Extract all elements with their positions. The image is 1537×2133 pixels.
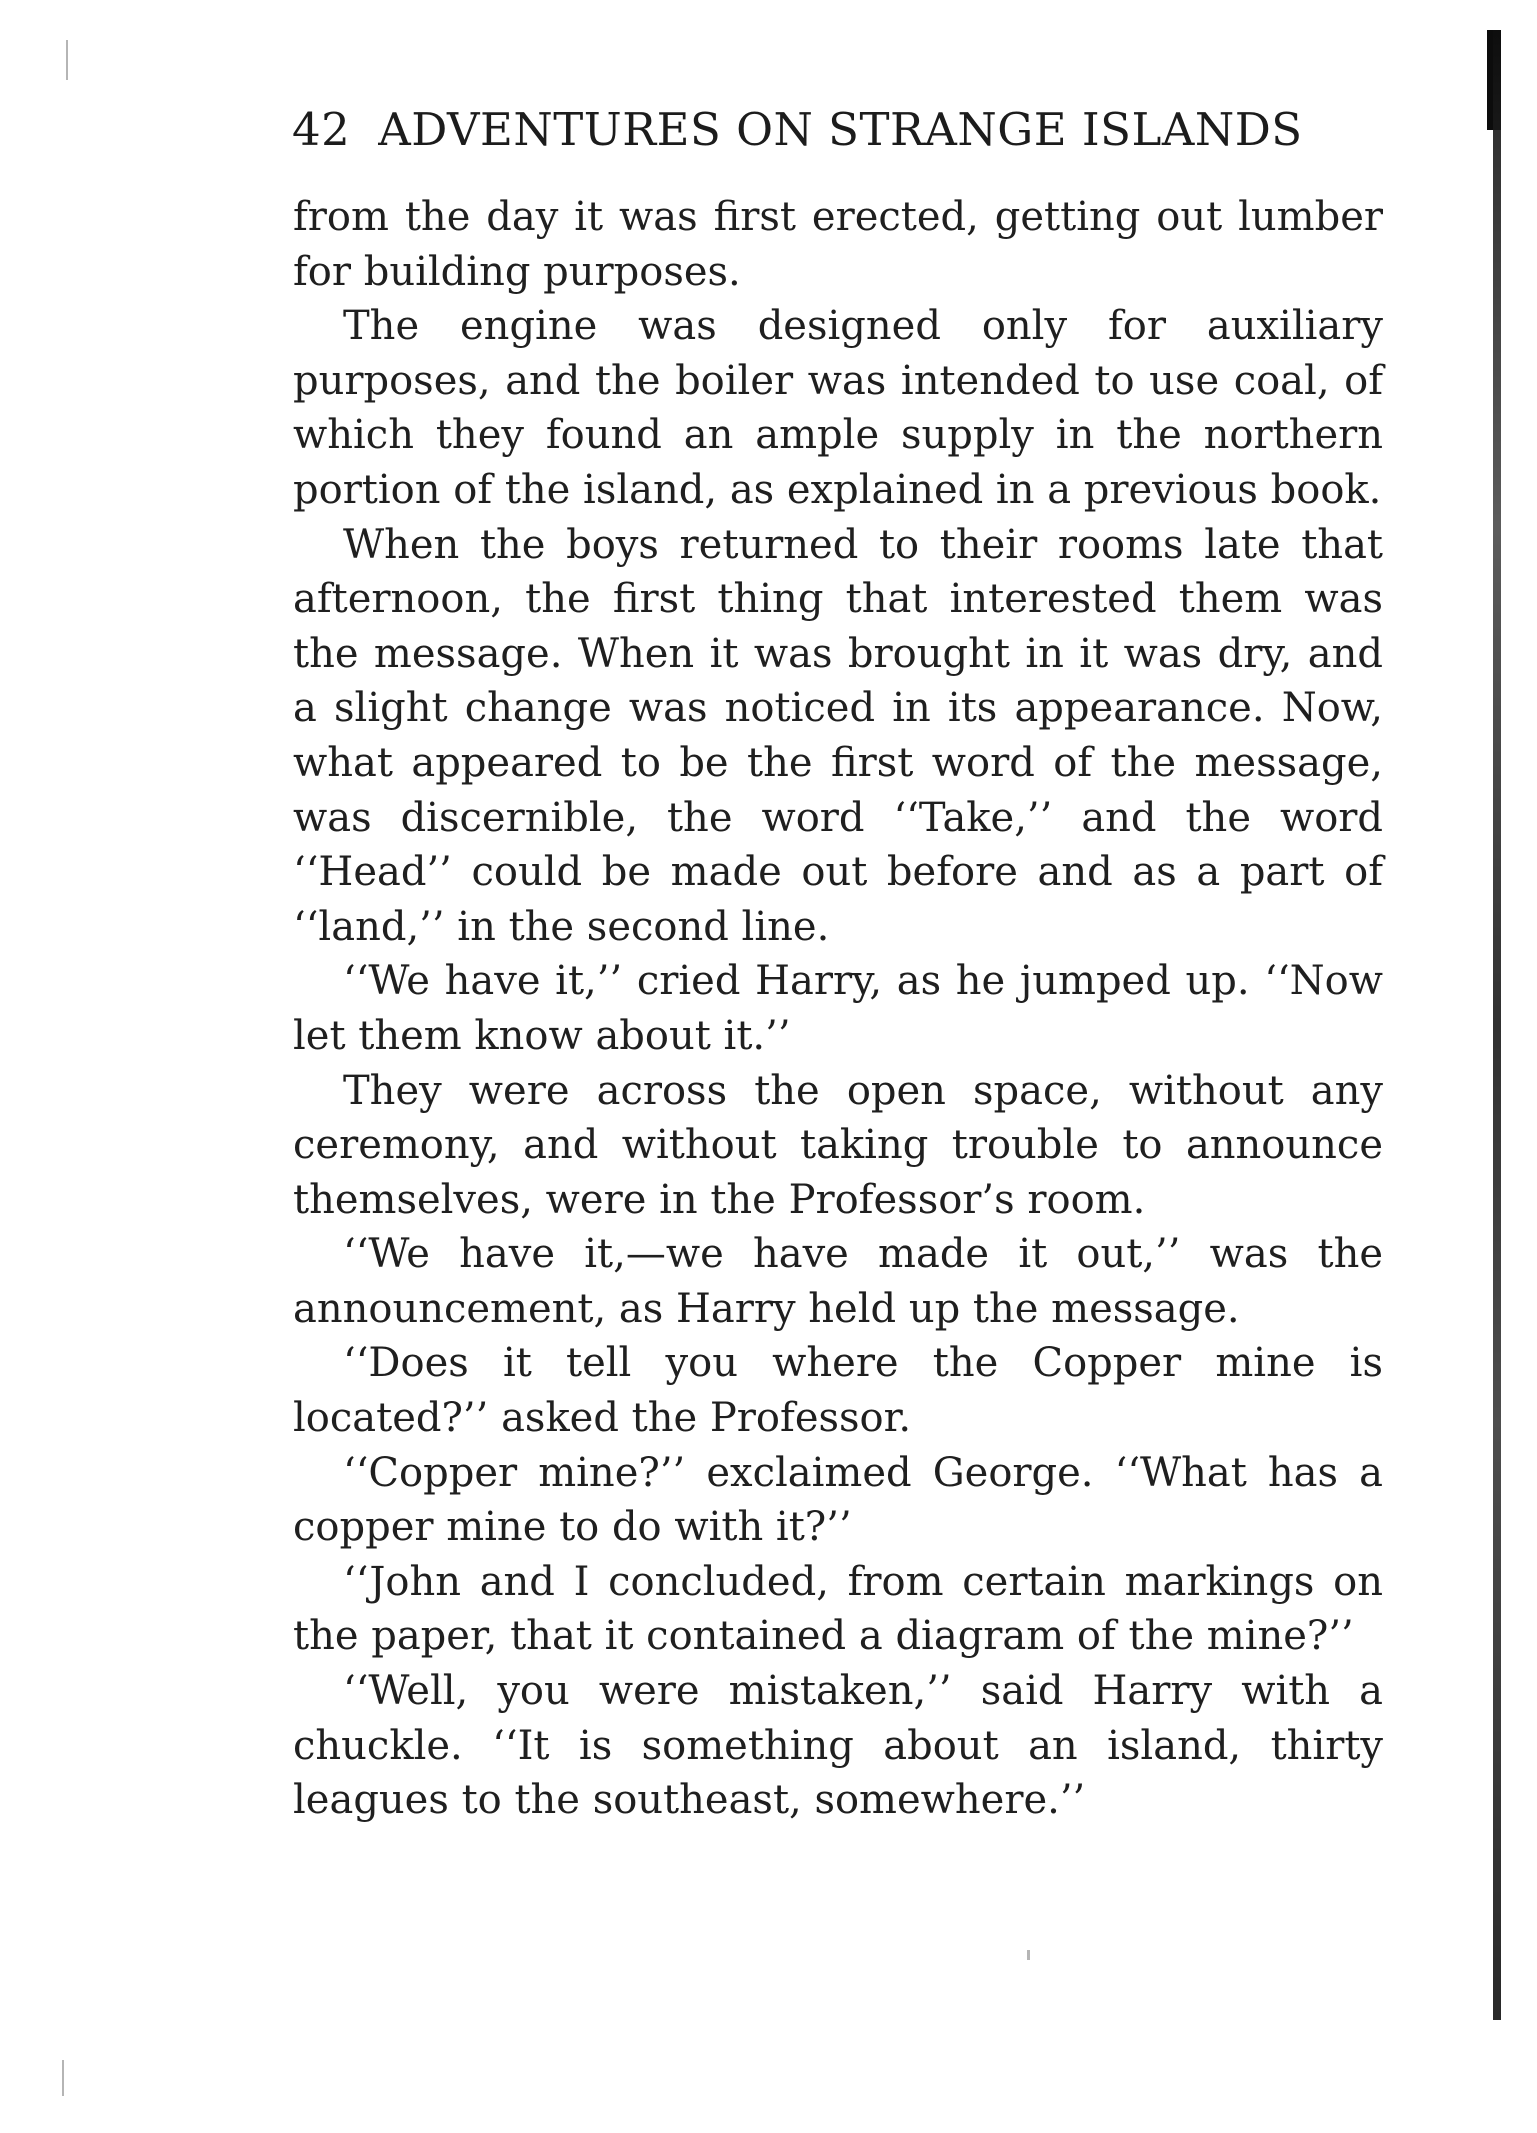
paper-speck (1027, 1950, 1030, 1960)
paragraph: ‘‘Does it tell you where the Copper mine is located?’’ asked the Professor. (293, 1340, 1383, 1442)
paper-speck (66, 40, 68, 80)
paragraph: from the day it was first erected, getting out lumber for building purposes. (293, 194, 1383, 295)
page-number: 42 (292, 103, 351, 156)
paragraph: ‘‘Copper mine?’’ exclaimed George. ‘‘What has a copper mine to do with it?’’ (293, 1449, 1383, 1551)
paragraph: They were across the open space, without any ceremony, and without taking trouble to announce themselves, were in the Professor’s room. (293, 1067, 1383, 1223)
paragraph: When the boys returned to their rooms late that afternoon, the first thing that interested them was the message. When it was brought in it was dry, and a slight change was noticed in its appearance. Now, what appeared to be the first word of the message, was discernible, the word ‘‘Take,’’ and the word ‘‘Head’’ could be made out before and as a part of ‘‘land,’’ in the second line. (293, 521, 1383, 950)
body-text (293, 190, 1383, 1828)
paragraph: ‘‘We have it,’’ cried Harry, as he jumped up. ‘‘Now let them know about it.’’ (293, 958, 1383, 1059)
paragraph: ‘‘John and I concluded, from certain markings on the paper, that it contained a diagram of the mine?’’ (293, 1558, 1383, 1660)
paragraph: ‘‘Well, you were mistaken,’’ said Harry with a chuckle. ‘‘It is something about an island, thirty leagues to the southeast, somewhere.’’ (293, 1668, 1383, 1824)
paragraph: ‘‘We have it,—we have made it out,’’ was the announcement, as Harry held up the message. (293, 1231, 1383, 1332)
page-binding-edge (1493, 30, 1501, 2020)
running-title: ADVENTURES ON STRANGE ISLANDS (378, 103, 1303, 156)
paper-speck (62, 2060, 64, 2096)
running-head (292, 100, 1303, 160)
paragraph: The engine was designed only for auxiliary purposes, and the boiler was intended to use coal, of which they found an ample supply in the northern portion of the island, as explained in a previous book. (293, 303, 1383, 513)
